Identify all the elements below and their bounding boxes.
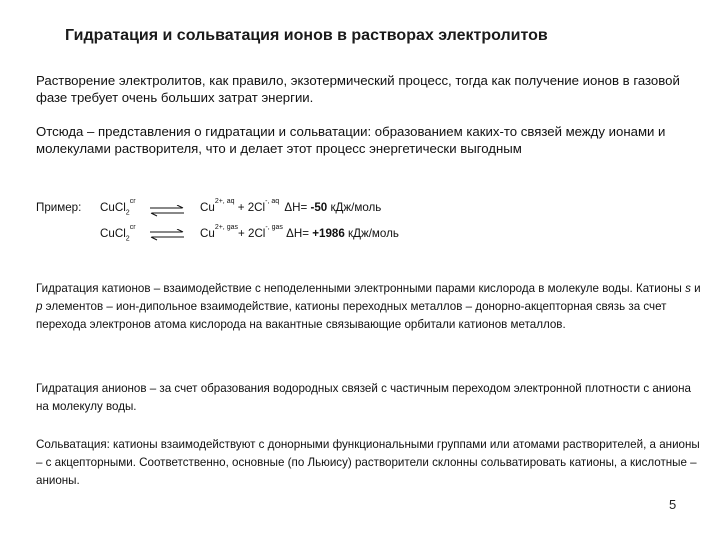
product-cu: Cu <box>200 227 215 240</box>
product-cl: + 2Cl <box>234 201 266 214</box>
cation-text-1: Гидратация катионов – взаимодействие с неподеленными электронными парами кислорода в молекуле воды. Катионы <box>36 282 686 295</box>
reactant-formula: CuCl <box>100 201 126 214</box>
reactant-state: cr <box>129 198 136 205</box>
reactant-formula: CuCl <box>100 227 126 240</box>
cation-text-2: элементов – ион-дипольное взаимодействие, катионы переходных металлов – донорно-акцепторная связь за счет перехода электронов атома кислорода на вакантные связывающие орбитали катионов металлов. <box>36 300 667 331</box>
paragraph-dissolution: Растворение электролитов, как правило, экзотермический процесс, тогда как получение ионов в газовой фазе требует очень больших затрат энергии. <box>36 73 680 105</box>
product-cl-charge: -, gas <box>265 224 283 231</box>
s-element: s <box>685 282 691 295</box>
enthalpy-value: -50 <box>310 201 328 214</box>
p-element: p <box>36 300 43 313</box>
product-cu-charge: 2+, gas <box>214 224 238 231</box>
reaction-2-reactant <box>100 224 136 243</box>
example-label: Пример: <box>36 201 82 214</box>
product-cu: Cu <box>200 201 215 214</box>
reaction-2-products <box>200 224 399 240</box>
paragraph-solvation: Сольватация: катионы взаимодействуют с донорными функциональными группами или атомами растворителей, а анионы – с акцепторными. Соответственно, основные (по Льюису) растворители склонны сольватировать катионы, а кислотные – анионы. <box>36 438 700 487</box>
equilibrium-arrows-icon <box>149 229 185 241</box>
product-cu-charge: 2+, aq <box>214 198 235 205</box>
paragraph-hydration-concept: Отсюда – представления о гидратации и сольватации: образованием каких-то связей между ионами и молекулами растворителя, что и делает этот процесс энергетически выгодным <box>36 124 666 156</box>
enthalpy-unit: кДж/моль <box>344 227 399 240</box>
reaction-1-products <box>200 198 382 214</box>
paragraph-anion-hydration: Гидратация анионов – за счет образования водородных связей с частичным переходом электронной плотности с аниона на молекулу воды. <box>36 382 691 413</box>
reaction-1-reactant <box>100 198 136 217</box>
paragraph-cation-hydration <box>36 280 701 334</box>
equilibrium-arrows-icon <box>149 205 185 217</box>
product-cl: + 2Cl <box>238 227 266 240</box>
reactant-subscript: 2 <box>125 209 130 217</box>
enthalpy-value: +1986 <box>312 227 345 240</box>
enthalpy-label: ΔH= <box>286 227 313 240</box>
page-number: 5 <box>669 497 677 512</box>
product-cl-charge: -, aq <box>265 198 280 205</box>
enthalpy-label: ΔH= <box>284 201 311 214</box>
reactant-subscript: 2 <box>125 235 130 243</box>
slide-title: Гидратация и сольватация ионов в растворах электролитов <box>65 27 548 44</box>
enthalpy-unit: кДж/моль <box>327 201 382 214</box>
reactant-state: cr <box>129 224 136 231</box>
cation-text-mid: и <box>690 282 701 295</box>
